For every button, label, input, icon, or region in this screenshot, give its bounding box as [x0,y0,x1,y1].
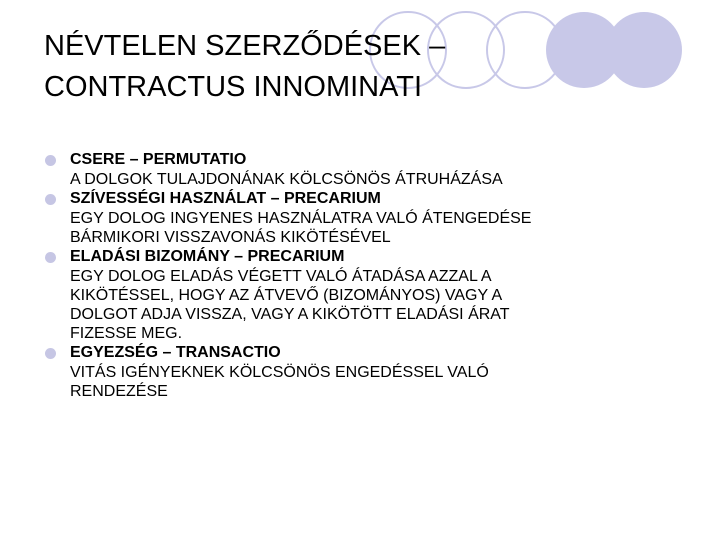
item-description [70,363,670,401]
bullet-icon [45,155,56,166]
description-line: DOLGOT ADJA VISSZA, VAGY A KIKÖTÖTT ELADÁSI ÁRAT [70,306,510,323]
bullet-icon [45,348,56,359]
item-description [70,267,670,343]
item-heading: ELADÁSI BIZOMÁNY – PRECARIUM [70,248,345,265]
item-heading: EGYEZSÉG – TRANSACTIO [70,344,281,361]
bullet-list [0,150,720,401]
list-item-egyezseg [0,343,720,401]
title-line-1: NÉVTELEN SZERZŐDÉSEK – [44,30,446,62]
description-line: RENDEZÉSE [70,383,168,400]
description-line: A DOLGOK TULAJDONÁNAK KÖLCSÖNÖS ÁTRUHÁZÁSA [70,171,503,188]
list-item-eladasi [0,247,720,343]
item-heading: SZÍVESSÉGI HASZNÁLAT – PRECARIUM [70,190,381,207]
item-description [70,170,670,189]
circle-filled-2 [606,12,682,88]
item-description [70,209,670,247]
bullet-icon [45,194,56,205]
title-line-2: CONTRACTUS INNOMINATI [44,71,423,103]
description-line: BÁRMIKORI VISSZAVONÁS KIKÖTÉSÉVEL [70,229,391,246]
description-line: EGY DOLOG ELADÁS VÉGETT VALÓ ÁTADÁSA AZZAL A [70,268,492,285]
description-line: VITÁS IGÉNYEKNEK KÖLCSÖNÖS ENGEDÉSSEL VALÓ [70,364,489,381]
description-line: FIZESSE MEG. [70,325,183,342]
description-line: KIKÖTÉSSEL, HOGY AZ ÁTVEVŐ (BIZOMÁNYOS) VAGY A [70,287,503,304]
slide-title [44,26,445,108]
item-heading: CSERE – PERMUTATIO [70,151,247,168]
bullet-icon [45,252,56,263]
list-item-csere [0,150,720,189]
description-line: EGY DOLOG INGYENES HASZNÁLATRA VALÓ ÁTENGEDÉSE [70,210,532,227]
list-item-szivessegi [0,189,720,247]
